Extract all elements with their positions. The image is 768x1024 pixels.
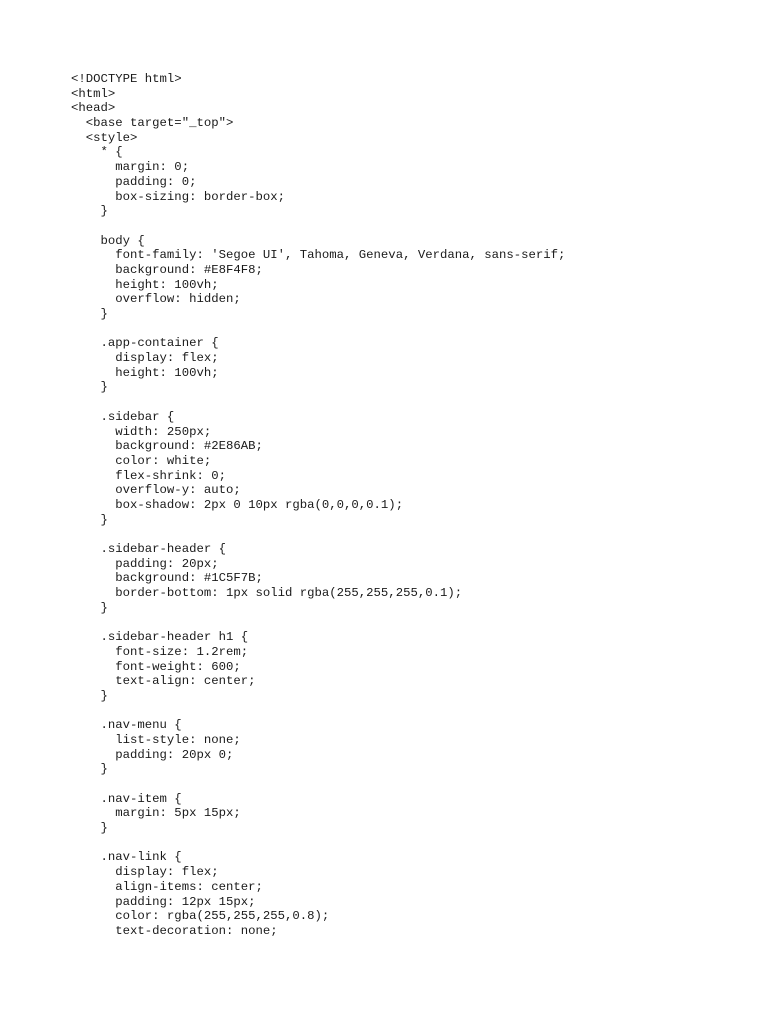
- code-line: align-items: center;: [71, 879, 263, 894]
- code-line: }: [71, 204, 108, 219]
- code-line: }: [71, 600, 108, 615]
- code-line: <html>: [71, 86, 116, 101]
- code-line: font-weight: 600;: [71, 659, 241, 674]
- code-line: [71, 836, 565, 851]
- code-line: .nav-menu {: [71, 718, 182, 733]
- code-line: list-style: none;: [71, 732, 241, 747]
- code-line: box-sizing: border-box;: [71, 189, 286, 204]
- code-line: margin: 0;: [71, 160, 190, 175]
- code-line: background: #E8F4F8;: [71, 262, 263, 277]
- code-line: font-size: 1.2rem;: [71, 644, 249, 659]
- code-line: padding: 0;: [71, 174, 197, 189]
- code-line: border-bottom: 1px solid rgba(255,255,255,0.1);: [71, 586, 463, 601]
- code-line: padding: 20px 0;: [71, 747, 234, 762]
- code-line: * {: [71, 145, 123, 160]
- code-line: [71, 527, 565, 542]
- code-line: background: #2E86AB;: [71, 439, 263, 454]
- code-line: [71, 615, 565, 630]
- code-line: <head>: [71, 101, 116, 116]
- code-line: font-family: 'Segoe UI', Tahoma, Geneva, Verdana, sans-serif;: [71, 248, 566, 263]
- code-line: text-align: center;: [71, 674, 256, 689]
- code-line: height: 100vh;: [71, 277, 219, 292]
- code-line: text-decoration: none;: [71, 923, 278, 938]
- code-line: <base target="_top">: [71, 116, 234, 131]
- code-line: background: #1C5F7B;: [71, 571, 263, 586]
- code-line: <!DOCTYPE html>: [71, 72, 182, 86]
- code-line: }: [71, 821, 108, 836]
- code-line: body {: [71, 233, 145, 248]
- code-line: color: rgba(255,255,255,0.8);: [71, 909, 330, 924]
- code-line: overflow: hidden;: [71, 292, 241, 307]
- code-line: }: [71, 688, 108, 703]
- code-line: }: [71, 762, 108, 777]
- code-line: }: [71, 307, 108, 321]
- code-line: .sidebar-header {: [71, 542, 226, 556]
- code-line: [71, 777, 565, 792]
- code-line: .sidebar {: [71, 409, 175, 424]
- code-line: }: [71, 512, 108, 527]
- code-listing: [71, 72, 565, 939]
- code-line: .app-container {: [71, 336, 219, 351]
- code-line: [71, 395, 565, 410]
- code-line: }: [71, 380, 108, 395]
- code-line: box-shadow: 2px 0 10px rgba(0,0,0,0.1);: [71, 497, 404, 512]
- code-line: [71, 704, 565, 719]
- code-line: flex-shrink: 0;: [71, 468, 226, 483]
- code-line: width: 250px;: [71, 424, 212, 439]
- code-line: display: flex;: [71, 351, 219, 366]
- code-line: <style>: [71, 130, 138, 145]
- code-line: [71, 219, 565, 234]
- code-line: .nav-link {: [71, 850, 182, 865]
- code-line: overflow-y: auto;: [71, 483, 241, 498]
- code-line: .nav-item {: [71, 791, 182, 806]
- code-line: height: 100vh;: [71, 365, 219, 380]
- code-line: display: flex;: [71, 865, 219, 880]
- code-line: [71, 322, 565, 337]
- code-line: color: white;: [71, 453, 212, 468]
- code-line: margin: 5px 15px;: [71, 806, 241, 821]
- code-line: padding: 20px;: [71, 556, 219, 571]
- code-line: .sidebar-header h1 {: [71, 630, 249, 645]
- code-line: padding: 12px 15px;: [71, 894, 256, 909]
